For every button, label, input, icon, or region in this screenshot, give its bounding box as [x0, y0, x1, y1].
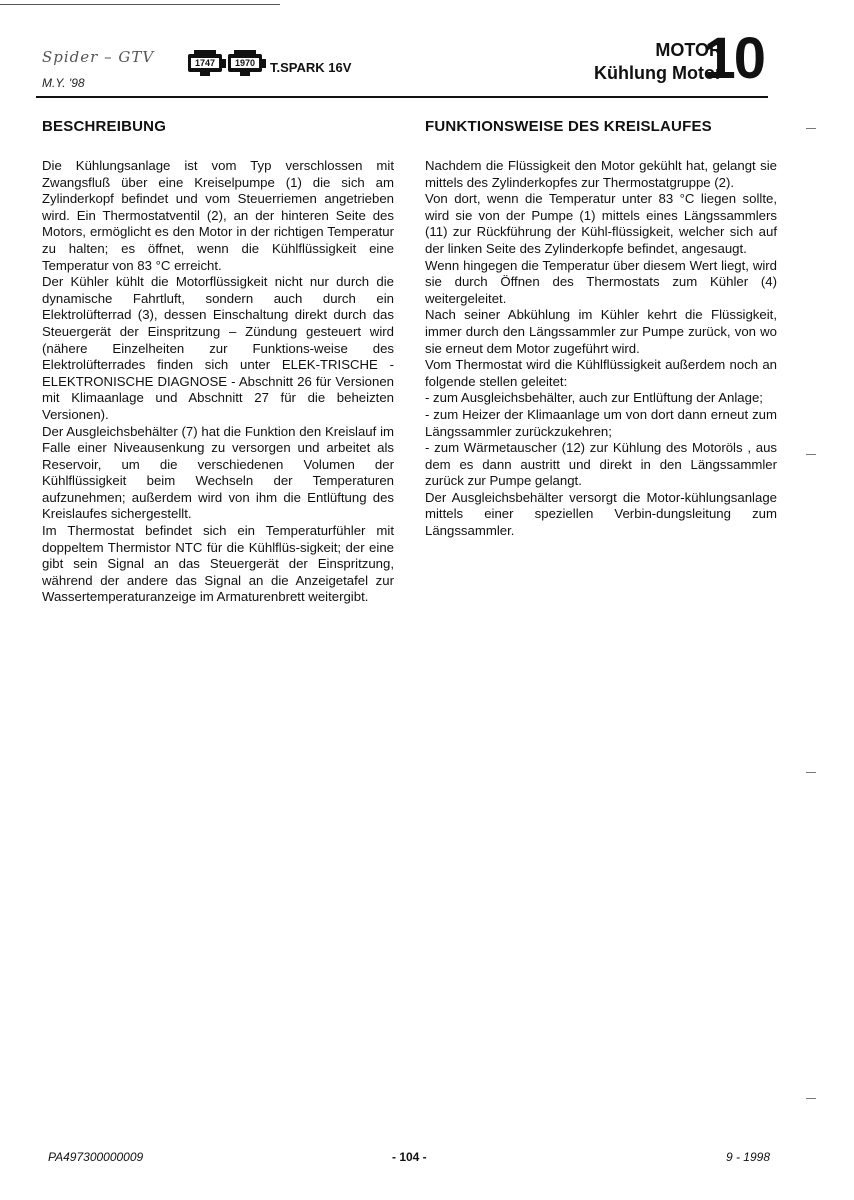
list-item: - zum Ausgleichsbehälter, auch zur Entlüftung der Anlage;	[425, 390, 763, 406]
heading-funktionsweise: FUNKTIONSWEISE DES KREISLAUFES	[425, 118, 712, 135]
chapter-number: 10	[703, 26, 764, 91]
footer-page-number: - 104 -	[392, 1150, 427, 1164]
engine-badge-1747: 1747	[191, 58, 219, 68]
section-title: MOTOR	[655, 40, 722, 60]
paragraph: Die Kühlungsanlage ist vom Typ verschlossen mit Zwangsfluß über eine Kreiselpumpe (1) die sich am Zylinderkopf befindet und vom Steuerriemen angetrieben wird. Ein Thermostatventil (2), an der hinteren Seite des Motors, ermöglicht es den Motor in der richtigen Temperatur zu halten; es öffnet, wenn die Kühlflüssigkeit eine Temperatur von 83 °C erreicht.	[42, 158, 394, 273]
spider-gtv-logo	[42, 48, 154, 66]
footer-doc-number: PA497300000009	[48, 1150, 144, 1164]
margin-mark	[806, 454, 816, 455]
paragraph: Der Ausgleichsbehälter versorgt die Motor-kühlungsanlage mittels einer speziellen Verbin-dungsleitung zum Längssammler.	[425, 489, 777, 539]
paragraph: Von dort, wenn die Temperatur unter 83 °C liegen sollte, wird sie von der Pumpe (1) mittels eines Längssammlers (11) zur Rückführung der Kühl-flüssigkeit, welcher sich auf der linken Seite des Zylinderkopfe befindet, angesaugt.	[425, 191, 777, 256]
section-subtitle: Kühlung Motor	[594, 63, 722, 83]
list-item: - zum Heizer der Klimaanlage um von dort dann erneut zum Längssammler zurückzukehren;	[425, 406, 777, 439]
paragraph: Nachdem die Flüssigkeit den Motor gekühlt hat, gelangt sie mittels des Zylinderkopfes zur Thermostatgruppe (2).	[425, 158, 777, 190]
heading-beschreibung: BESCHREIBUNG	[42, 118, 167, 135]
paragraph: Vom Thermostat wird die Kühlflüssigkeit außerdem noch an folgende stellen geleitet:	[425, 357, 777, 389]
engine-label: T.SPARK 16V	[270, 60, 352, 75]
paragraph: Im Thermostat befindet sich ein Temperaturfühler mit doppeltem Thermistor NTC für die Kühlflüs-sigkeit; der eine gibt sein Signal an das Steuergerät der Einspritzung, während der andere das Signal an die Anzeigetafel zur Wassertemperaturanzeige im Armaturenbrett weitergibt.	[42, 523, 394, 605]
left-column	[42, 118, 394, 606]
engine-block-icon	[188, 50, 226, 76]
model-year: M.Y. '98	[42, 76, 85, 90]
margin-mark	[806, 1098, 816, 1099]
paragraph: Der Ausgleichsbehälter (7) hat die Funktion den Kreislauf im Falle einer Niveausenkung zu versorgen und arbeitet als Reservoir, um die verschiedenen Volumen der Kühlflüssigkeit beim Wechseln der Temperaturen aufzunehmen; außerdem wird von ihm die Entlüftung des Kreislaufes sichergestellt.	[42, 423, 394, 522]
top-rule	[0, 4, 280, 5]
list-item: - zum Wärmetauscher (12) zur Kühlung des Motoröls , aus dem es dann austritt und direkt in den Längssammler zurück zur Pumpe gelangt.	[425, 440, 777, 489]
logo-script-text: Spider – GTV	[42, 48, 155, 66]
margin-mark	[806, 128, 816, 129]
engine-block-icon	[228, 50, 266, 76]
paragraph: Nach seiner Abkühlung im Kühler kehrt die Flüssigkeit, immer durch den Längssammler zur Pumpe zurück, von wo sie erneut dem Motor zugeführt wird.	[425, 307, 777, 356]
paragraph: Wenn hingegen die Temperatur über diesem Wert liegt, wird sie durch Öffnen des Thermostats zum Kühler (4) weitergeleitet.	[425, 257, 777, 306]
margin-mark	[806, 772, 816, 773]
footer-date: 9 - 1998	[725, 1150, 770, 1164]
header-rule	[36, 96, 768, 98]
paragraph: Der Kühler kühlt die Motorflüssigkeit nicht nur durch die dynamische Fahrtluft, sondern auch durch ein Elektrolüfterrad (3), dessen Einschaltung direkt durch das Steuergerät der Einspritzung – Zündung gesteuert wird (nähere Einzelheiten zur Funktions-weise des Elektrolüfterrades finden sich unter ELEK-TRISCHE - ELEKTRONISCHE DIAGNOSE - Abschnitt 26 für Versionen mit Klimaanlage und Abschnitt 27 für die beheizten Versionen).	[42, 274, 394, 422]
engine-badge-1970: 1970	[231, 58, 259, 68]
right-column	[425, 118, 777, 540]
